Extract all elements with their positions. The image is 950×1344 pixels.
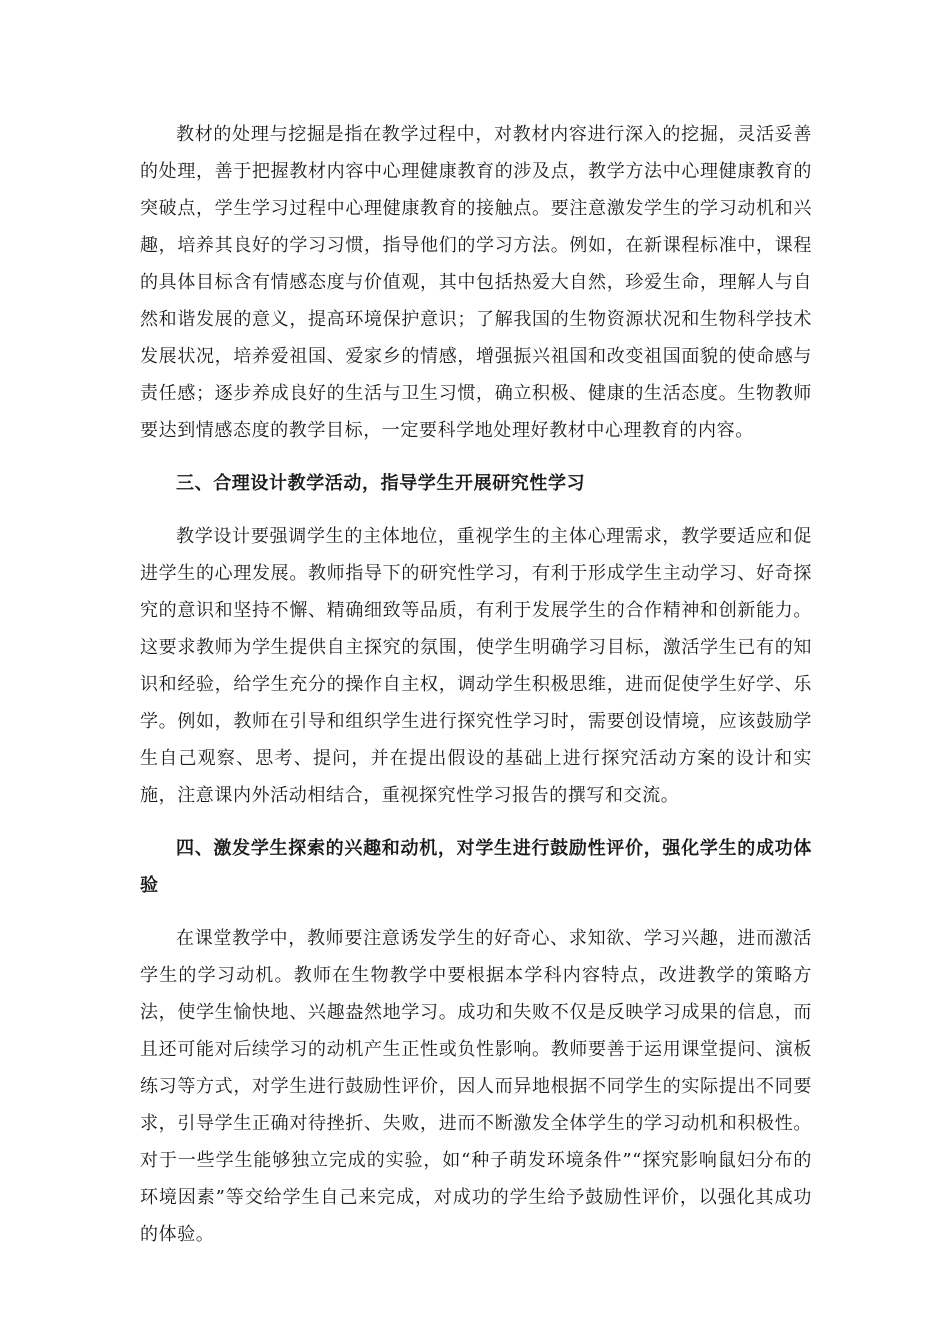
paragraph-classroom-motivation: 在课堂教学中，教师要注意诱发学生的好奇心、求知欲、学习兴趣，进而激活学生的学习动机。教师在生物教学中要根据本学科内容特点，改进教学的策略方法，使学生愉快地、兴趣盎然地学习。成功和失败不仅是反映学习成果的信息，而且还可能对后续学习的动机产生正性或负性影响。教师要善于运用课堂提问、演板练习等方式，对学生进行鼓励性评价，因人而异地根据不同学生的实际提出不同要求，引导学生正确对待挫折、失败，进而不断激发全体学生的学习动机和积极性。对于一些学生能够独立完成的实验，如“种子萌发环境条件”“探究影响鼠妇分布的环境因素”等交给学生自己来完成，对成功的学生给予鼓励性评价，以强化其成功的体验。 <box>140 928 812 1245</box>
section-heading-4: 四、激发学生探索的兴趣和动机，对学生进行鼓励性评价，强化学生的成功体验 <box>140 838 812 896</box>
section-heading-3: 三、合理设计教学活动，指导学生开展研究性学习 <box>176 473 586 494</box>
spacer <box>140 449 812 459</box>
document-body <box>140 116 812 1253</box>
spacer <box>140 910 812 920</box>
spacer <box>140 814 812 824</box>
paragraph-textbook-processing: 教材的处理与挖掘是指在教学过程中，对教材内容进行深入的挖掘，灵活妥善的处理，善于把握教材内容中心理健康教育的涉及点，教学方法中心理健康教育的突破点，学生学习过程中心理健康教育的接触点。要注意激发学生的学习动机和兴趣，培养其良好的学习习惯，指导他们的学习方法。例如，在新课程标准中，课程的具体目标含有情感态度与价值观，其中包括热爱大自然，珍爱生命，理解人与自然和谐发展的意义，提高环境保护意识；了解我国的生物资源状况和生物科学技术发展状况，培养爱祖国、爱家乡的情感，增强振兴祖国和改变祖国面貌的使命感与责任感；逐步养成良好的生活与卫生习惯，确立积极、健康的生活态度。生物教师要达到情感态度的教学目标，一定要科学地处理好教材中心理教育的内容。 <box>140 124 812 441</box>
spacer <box>140 508 812 518</box>
paragraph-teaching-design: 教学设计要强调学生的主体地位，重视学生的主体心理需求，教学要适应和促进学生的心理发展。教师指导下的研究性学习，有利于形成学生主动学习、好奇探究的意识和坚持不懈、精确细致等品质，有利于发展学生的合作精神和创新能力。这要求教师为学生提供自主探究的氛围，使学生明确学习目标，激活学生已有的知识和经验，给学生充分的操作自主权，调动学生积极思维，进而促使学生好学、乐学。例如，教师在引导和组织学生进行探究性学习时，需要创设情境，应该鼓励学生自己观察、思考、提问，并在提出假设的基础上进行探究活动方案的设计和实施，注意课内外活动相结合，重视探究性学习报告的撰写和交流。 <box>140 526 812 806</box>
